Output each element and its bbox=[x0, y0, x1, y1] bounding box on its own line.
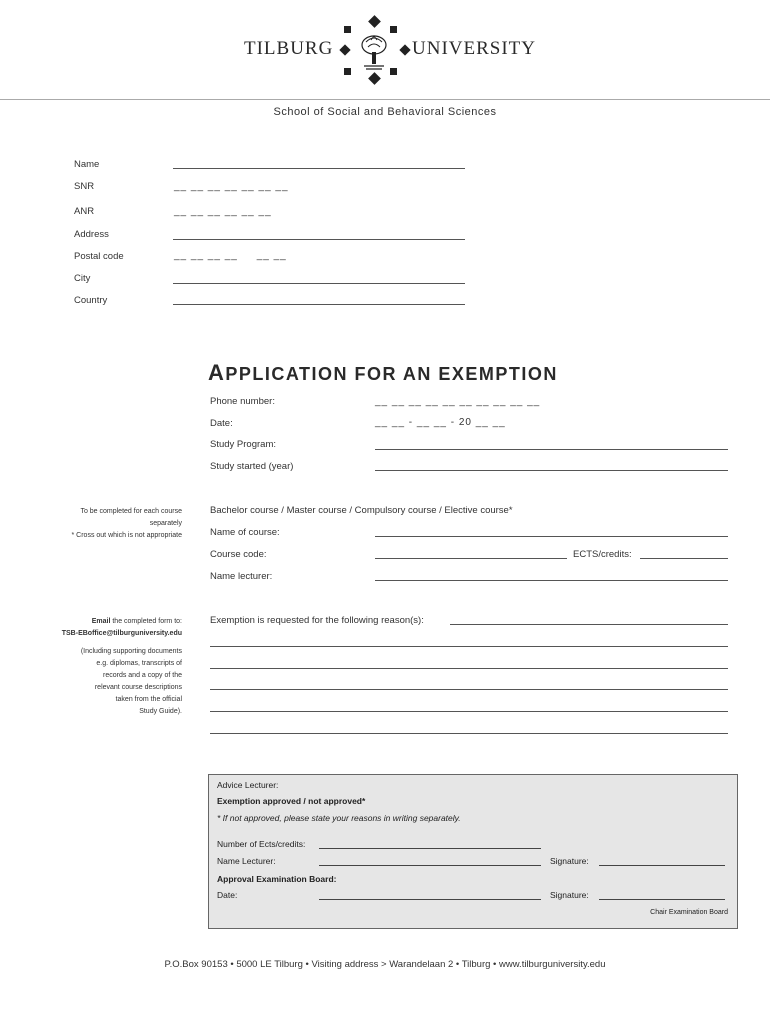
reasons-label: Exemption is requested for the following reason(s): bbox=[210, 615, 424, 626]
city-label: City bbox=[74, 273, 91, 284]
course-note-line: separately bbox=[149, 520, 182, 527]
school-name: School of Social and Behavioral Sciences bbox=[273, 106, 497, 118]
footer-address: P.O.Box 90153 • 5000 LE Tilburg • Visiting address > Warandelaan 2 • Tilburg • www.tilburguniversity.edu bbox=[164, 959, 606, 970]
anr-label: ANR bbox=[74, 206, 95, 217]
email-line bbox=[20, 616, 182, 628]
incl-line: e.g. diplomas, transcripts of bbox=[96, 660, 182, 667]
name-lecturer-label: Name Lecturer: bbox=[217, 856, 276, 866]
study-program-field[interactable] bbox=[375, 449, 728, 450]
anr-field[interactable]: __ __ __ __ __ __ bbox=[174, 206, 272, 217]
snr-label: SNR bbox=[74, 181, 95, 192]
phone-field[interactable]: __ __ __ __ __ __ __ __ __ __ bbox=[375, 396, 541, 407]
advice-box bbox=[208, 774, 738, 929]
postal-code-label: Postal code bbox=[74, 251, 124, 262]
study-program-label: Study Program: bbox=[210, 439, 276, 450]
email-address[interactable]: TSB-EBoffice@tilburguniversity.edu bbox=[61, 630, 182, 637]
phone-label: Phone number: bbox=[210, 396, 275, 407]
incl-line: Study Guide). bbox=[139, 708, 182, 715]
incl-line: records and a copy of the bbox=[103, 672, 182, 679]
board-date-label: Date: bbox=[217, 890, 238, 900]
reason-line[interactable] bbox=[210, 733, 728, 734]
course-name-field[interactable] bbox=[375, 536, 728, 537]
lecturer-field[interactable] bbox=[375, 580, 728, 581]
board-label: Approval Examination Board: bbox=[217, 874, 337, 884]
approved-label[interactable]: Exemption approved / not approved* bbox=[217, 796, 366, 806]
board-signature-label: Signature: bbox=[550, 890, 589, 900]
ects-label: ECTS/credits: bbox=[573, 549, 632, 560]
name-lecturer-field[interactable] bbox=[319, 865, 541, 866]
name-field[interactable] bbox=[173, 168, 465, 169]
reason-line[interactable] bbox=[210, 689, 728, 690]
city-field[interactable] bbox=[173, 283, 465, 284]
signature-field[interactable] bbox=[599, 865, 725, 866]
incl-line: relevant course descriptions bbox=[94, 684, 182, 691]
ects-credits-field[interactable] bbox=[319, 848, 541, 849]
advice-lecturer-label: Advice Lecturer: bbox=[217, 780, 279, 790]
study-started-label: Study started (year) bbox=[210, 461, 294, 472]
reason-line[interactable] bbox=[450, 624, 728, 625]
name-label: Name bbox=[74, 159, 100, 170]
course-code-label: Course code: bbox=[210, 549, 267, 560]
brand-left: TILBURG bbox=[244, 38, 334, 59]
board-signature-field[interactable] bbox=[599, 899, 725, 900]
email-word: Email bbox=[91, 618, 111, 625]
country-field[interactable] bbox=[173, 304, 465, 305]
incl-line: taken from the official bbox=[115, 696, 182, 703]
chair-label: Chair Examination Board bbox=[650, 909, 728, 916]
board-date-field[interactable] bbox=[319, 899, 541, 900]
brand-right: UNIVERSITY bbox=[412, 38, 536, 59]
postal-code-field[interactable]: __ __ __ __ __ __ bbox=[174, 250, 287, 261]
form-title bbox=[208, 360, 558, 386]
snr-field[interactable]: __ __ __ __ __ __ __ bbox=[174, 181, 289, 192]
course-note-line: * Cross out which is not appropriate bbox=[71, 532, 182, 539]
signature-label: Signature: bbox=[550, 856, 589, 866]
incl-line: (Including supporting documents bbox=[80, 648, 182, 655]
address-label: Address bbox=[74, 229, 109, 240]
reason-line[interactable] bbox=[210, 646, 728, 647]
lecturer-label: Name lecturer: bbox=[210, 571, 273, 582]
reason-line[interactable] bbox=[210, 711, 728, 712]
date-field[interactable]: __ __ - __ __ - 20 __ __ bbox=[375, 417, 506, 428]
course-note bbox=[20, 506, 182, 542]
course-type-label[interactable]: Bachelor course / Master course / Compulsory course / Elective course* bbox=[210, 505, 513, 516]
title-rest: PPLICATION FOR AN EXEMPTION bbox=[225, 364, 558, 384]
study-started-field[interactable] bbox=[375, 470, 728, 471]
email-instructions bbox=[20, 616, 182, 718]
ects-field[interactable] bbox=[640, 558, 728, 559]
country-label: Country bbox=[74, 295, 108, 306]
address-field[interactable] bbox=[173, 239, 465, 240]
ects-credits-label: Number of Ects/credits: bbox=[217, 839, 306, 849]
title-initial: A bbox=[208, 360, 226, 385]
reason-line[interactable] bbox=[210, 668, 728, 669]
not-approved-note: * If not approved, please state your reasons in writing separately. bbox=[217, 813, 461, 823]
date-label: Date: bbox=[210, 418, 233, 429]
course-name-label: Name of course: bbox=[210, 527, 280, 538]
course-note-line: To be completed for each course bbox=[80, 508, 182, 515]
email-rest: the completed form to: bbox=[110, 618, 182, 625]
header-divider bbox=[0, 99, 770, 100]
course-code-field[interactable] bbox=[375, 558, 567, 559]
logo-emblem-icon bbox=[328, 14, 424, 86]
